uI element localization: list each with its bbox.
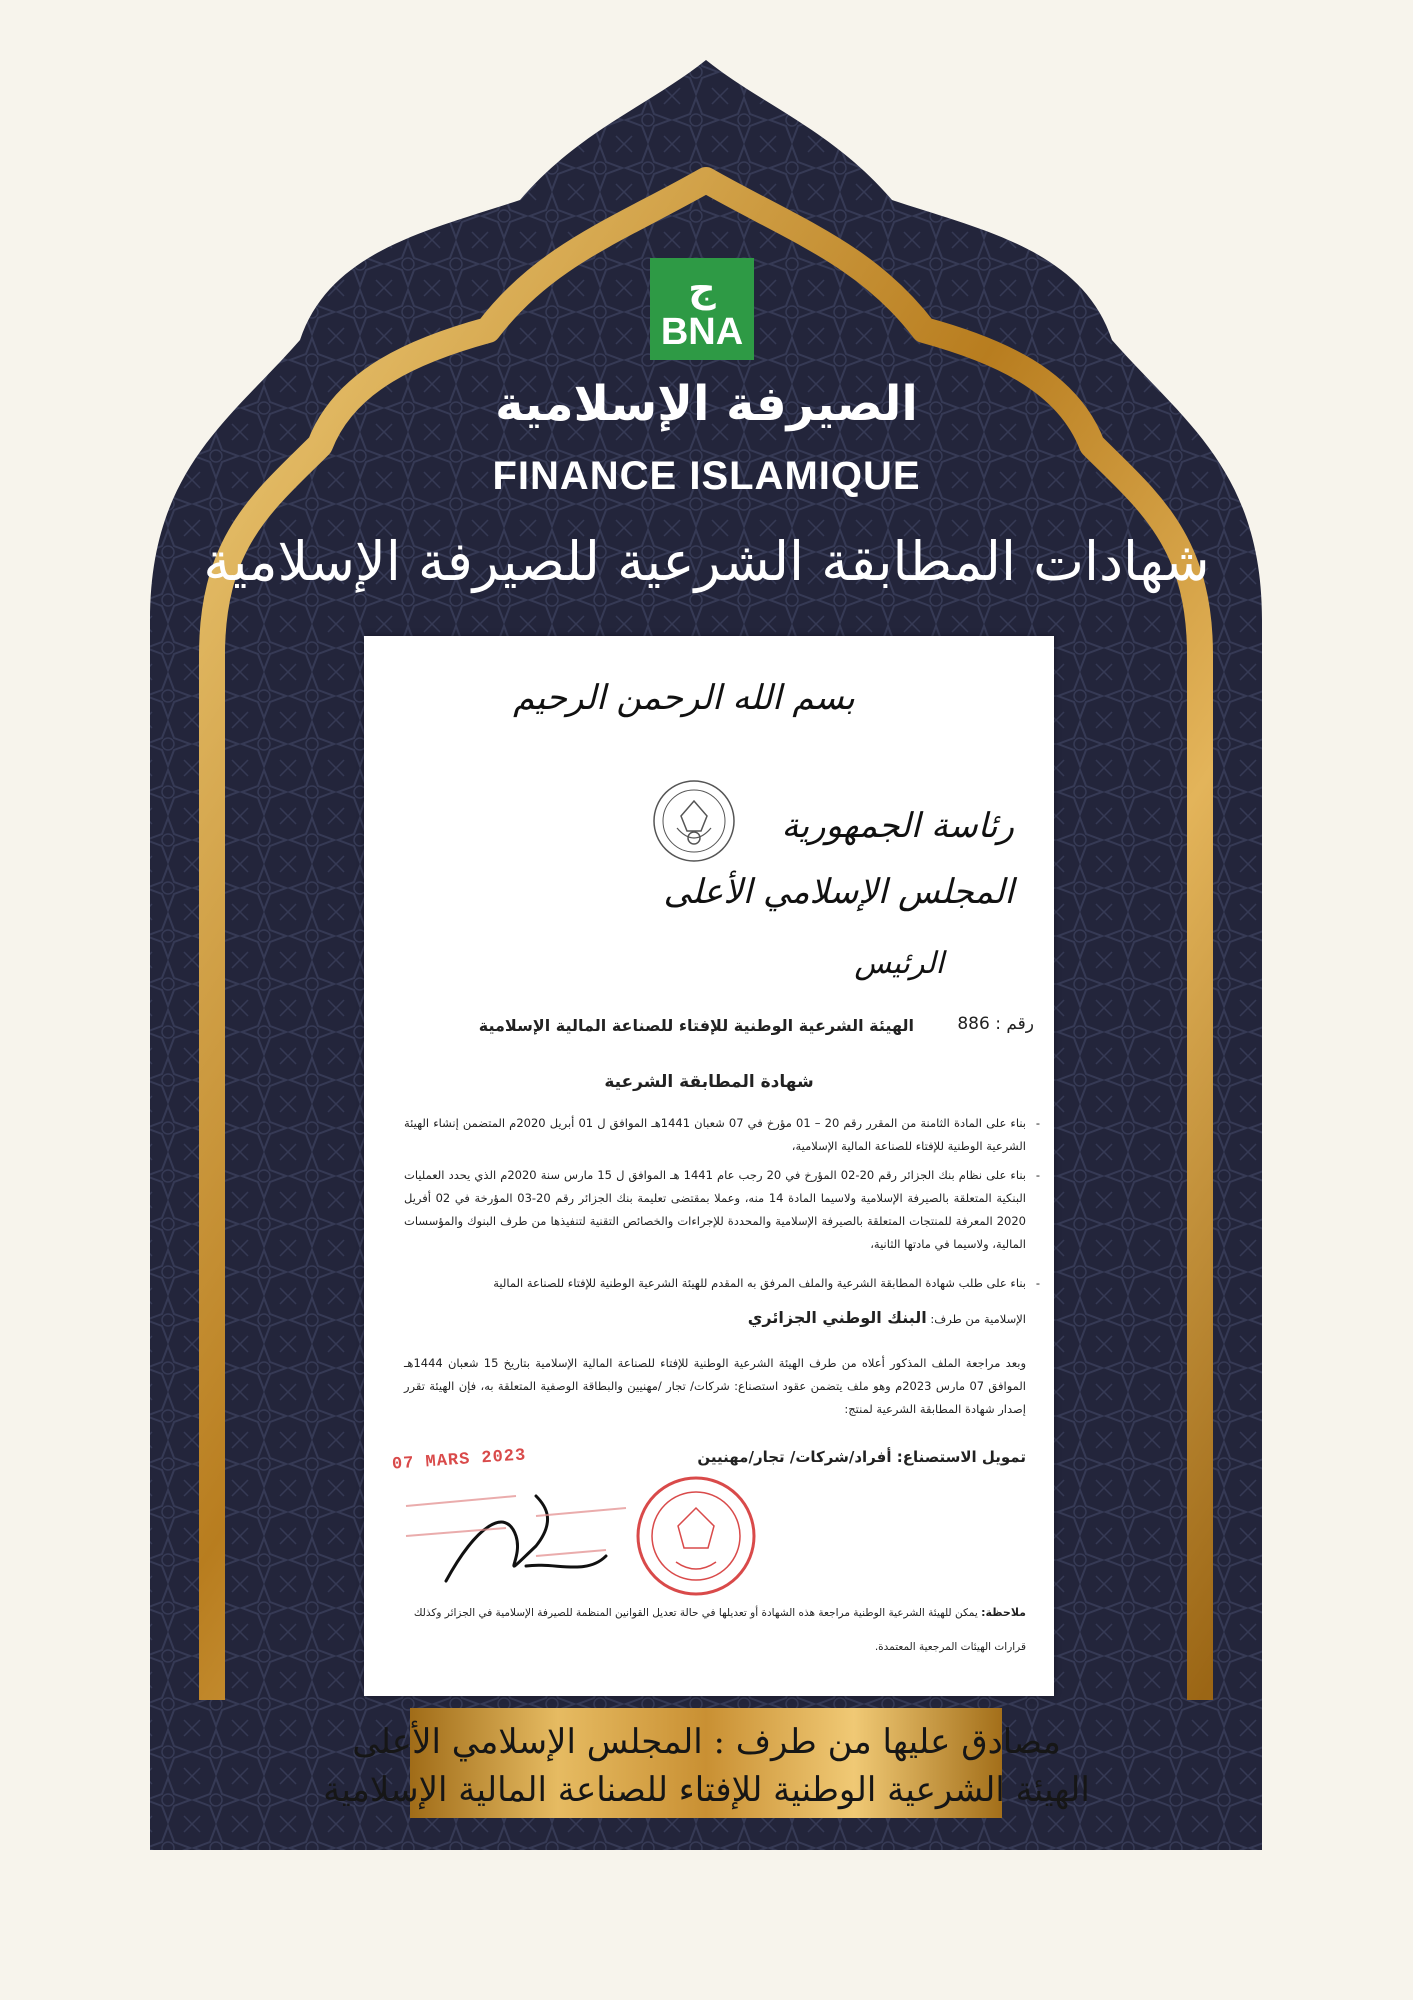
reference-number: رقم : 886 (957, 1014, 1034, 1034)
president-line: الرئيس (854, 946, 944, 981)
authority-name: الهيئة الشرعية الوطنية للإفتاء للصناعة المالية الإسلامية (478, 1016, 914, 1035)
title-arabic: الصيرفة الإسلامية (495, 376, 918, 432)
presidency-line: رئاسة الجمهورية (781, 806, 1014, 846)
certificates-title: شهادات المطابقة الشرعية للصيرفة الإسلامية (203, 530, 1210, 593)
title-french: FINANCE ISLAMIQUE (492, 454, 921, 498)
council-line: المجلس الإسلامي الأعلى (663, 872, 1014, 912)
algeria-emblem-icon (649, 776, 739, 866)
paragraph-2: - بناء على نظام بنك الجزائر رقم 20-02 المؤرخ في 20 رجب عام 1441 هـ الموافق ل 15 مارس سنة 2020م الذي يحدد العمليات البنكية المتعلقة بالصيرفة الإسلامية ولاسيما المادة 14 منه، وعملا بمقتضى تعليمة بنك الجزائر رقم 20-03 المؤرخة في 02 أفريل 2020 المعرفة للمنتجات المتعلقة بالصيرفة الإسلامية والمحددة للإجراءات والخصائص التقنية لتنفيذها من طرف البنوك والمؤسسات المالية، ولاسيما في مادتها الثانية، (404, 1164, 1026, 1256)
date-stamp: 07 MARS 2023 (391, 1446, 527, 1475)
certificate-document (364, 636, 1054, 1696)
paragraph-4: وبعد مراجعة الملف المذكور أعلاه من طرف الهيئة الشرعية الوطنية للإفتاء للصناعة المالية الإسلامية بتاريخ 15 شعبان 1444هـ الموافق 07 مارس 2023م وهو ملف يتضمن عقود استصناع: شركات/ تجار /مهنيين والبطاقة الوصفية المتعلقة به، فإن الهيئة تقرر إصدار شهادة المطابقة الشرعية لمنتج: (404, 1356, 1026, 1416)
approval-line-2: الهيئة الشرعية الوطنية للإفتاء للصناعة المالية الإسلامية (323, 1770, 1090, 1810)
note-text: يمكن للهيئة الشرعية الوطنية مراجعة هذه الشهادة أو تعديلها في حالة تعديل القوانين المنظمة للصيرفة الإسلامية في الجزائر وكذلك قرارات الهيئات المرجعية المعتمدة. (413, 1607, 1026, 1653)
party-prefix: الإسلامية من طرف: (930, 1312, 1026, 1326)
party-line (404, 1308, 1026, 1327)
official-seal-icon (386, 1466, 766, 1596)
bna-logo (650, 258, 754, 360)
paragraph-1: - بناء على المادة الثامنة من المقرر رقم 20 – 01 مؤرخ في 07 شعبان 1441هـ الموافق ل 01 أبريل 2020م المتضمن إنشاء الهيئة الشرعية الوطنية للإفتاء للصناعة المالية الإسلامية، (404, 1112, 1026, 1158)
bna-logo-text: BNA (660, 311, 744, 353)
paragraph-3: - بناء على طلب شهادة المطابقة الشرعية والملف المرفق به المقدم للهيئة الشرعية الوطنية للإفتاء للصناعة المالية (404, 1272, 1026, 1295)
party-name: البنك الوطني الجزائري (747, 1308, 927, 1327)
note (390, 1596, 1026, 1664)
approval-line-1: مصادق عليها من طرف : المجلس الإسلامي الأعلى (352, 1722, 1061, 1762)
basmala: بسم الله الرحمن الرحيم (513, 678, 855, 718)
document-title: شهادة المطابقة الشرعية (604, 1072, 814, 1092)
bna-logo-glyph: ج (688, 266, 716, 310)
note-label: ملاحظة: (981, 1606, 1026, 1619)
financing-product: تمويل الاستصناع: أفراد/شركات/ تجار/مهنيين (697, 1448, 1026, 1466)
